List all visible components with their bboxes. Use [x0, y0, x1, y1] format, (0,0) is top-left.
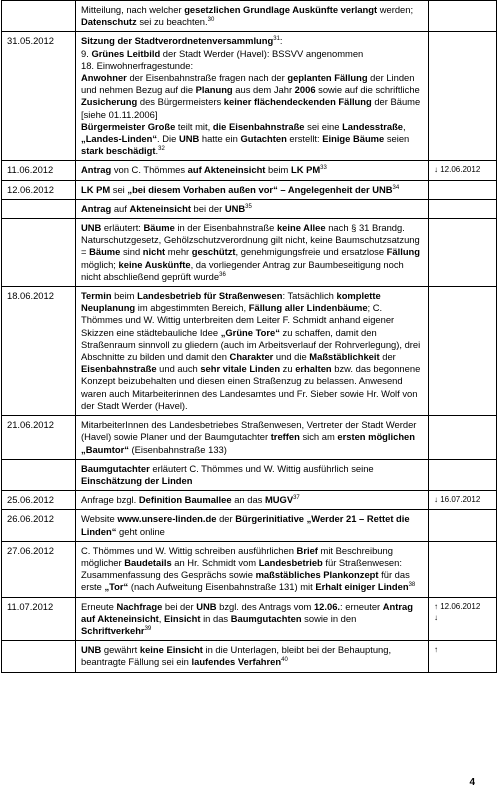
- bold-text: keine Allee: [276, 222, 326, 234]
- bold-text: Sitzung der Stadtverordnetenversammlung: [81, 35, 274, 47]
- reference-cell: [429, 1, 497, 32]
- reference-cell: [429, 199, 497, 218]
- reference-cell: ↓ 16.07.2012: [429, 491, 497, 510]
- footnote-ref: 34: [392, 184, 400, 191]
- chronology-table-body: [2, 1, 497, 673]
- text-run: (nach Aufweitung Eisenbahnstraße 131) mit: [128, 581, 316, 593]
- bold-text: die Eisenbahnstraße: [212, 120, 305, 132]
- bold-text: Gutachten: [240, 133, 287, 145]
- bold-text: Antrag: [81, 202, 112, 214]
- reference-cell: ↑ 12.06.2012 ↓: [429, 597, 497, 641]
- reference-cell: ↓ 12.06.2012: [429, 161, 497, 180]
- reference-cell: [429, 32, 497, 161]
- bold-text: Termin: [81, 290, 112, 302]
- text-run: MitarbeiterInnen des Landesbetriebes Straßenwesen, Vertreter der Stadt Werder (Havel) sowie Planer und der Baumgutachter: [81, 419, 417, 443]
- text-run: in das: [200, 612, 231, 624]
- bold-text: keine Auskünfte: [118, 258, 191, 270]
- text-run: der Bäume [siehe 01.11.2006]: [81, 96, 421, 120]
- text-run: : Tatsächlich: [282, 290, 337, 302]
- bold-text: treffen: [270, 431, 300, 443]
- text-run: nach § 31 Brandg. Naturschutzgesetz, Gehölzschutzverordnung gilt nicht, keine Baumschutzsatzung =: [81, 222, 420, 258]
- bold-text: maßstäbliches Plankonzept: [255, 569, 379, 581]
- text-run: aus dem Jahr: [232, 84, 295, 96]
- bold-text: Definition Baumallee: [138, 494, 232, 506]
- bold-text: geschützt: [191, 246, 236, 258]
- bold-text: www.unsere-linden.de: [117, 513, 217, 525]
- text-run: sei zu beachten.: [136, 16, 208, 28]
- reference-cell: [429, 510, 497, 541]
- bold-text: Baumgutachten: [230, 612, 302, 624]
- text-run: ; C. Thömmes und W. Wittig unterbreiten dem Leiter F. Schmidt anhand eigener Skizzen eine städtebauliche Idee: [81, 302, 395, 338]
- bold-text: 2006: [294, 84, 316, 96]
- text-run: Mitteilung, nach welcher: [81, 4, 185, 15]
- table-row: [2, 541, 497, 597]
- text-run: geht online: [116, 525, 165, 537]
- bold-text: Bäume: [143, 222, 175, 234]
- table-row: [2, 161, 497, 180]
- text-run: sowie in den: [301, 612, 357, 624]
- entry-cell: [76, 491, 429, 510]
- date-cell: 25.06.2012: [2, 491, 76, 510]
- text-run: des Bürgermeisters: [137, 96, 224, 108]
- bold-text: ersten möglichen „Baumtor“: [81, 431, 415, 455]
- text-run: der: [379, 351, 396, 363]
- bold-text: laufendes Verfahren: [191, 656, 282, 668]
- text-run: bei der: [190, 202, 225, 214]
- table-row: [2, 32, 497, 161]
- date-cell: 18.06.2012: [2, 287, 76, 416]
- text-run: C. Thömmes und W. Wittig schreiben ausführlichen: [81, 544, 297, 556]
- text-run: Anfrage bzgl.: [81, 494, 139, 506]
- text-run: seien: [384, 133, 410, 145]
- text-run: für Straßenwesen: Zusammenfassung des Gesprächs sowie: [81, 556, 402, 581]
- text-run: sich am: [299, 431, 338, 443]
- date-cell: 27.06.2012: [2, 541, 76, 597]
- entry-cell: [76, 459, 429, 490]
- table-row: [2, 459, 497, 490]
- bold-text: Einschätzung der Linden: [81, 474, 193, 486]
- text-run: zu: [280, 363, 296, 375]
- bold-text: Bürgermeister Große: [81, 120, 176, 132]
- bold-text: Bürgerinitiative „Werder 21 – Rettet die Linden“: [81, 513, 410, 537]
- bold-text: „Grüne Tore“: [220, 326, 280, 338]
- table-row: [2, 597, 497, 641]
- entry-cell: [76, 199, 429, 218]
- footnote-ref: 32: [158, 146, 165, 153]
- text-run: und die: [273, 351, 310, 363]
- entry-cell: [76, 32, 429, 161]
- text-run: .: [155, 145, 159, 157]
- date-cell: [2, 1, 76, 32]
- bold-text: UNB: [81, 644, 102, 656]
- page-number: 4: [469, 777, 475, 788]
- table-row: [2, 491, 497, 510]
- date-cell: [2, 459, 76, 490]
- entry-cell: [76, 219, 429, 287]
- bold-text: Fällung: [386, 246, 421, 258]
- entry-cell: [76, 161, 429, 180]
- bold-text: Brief: [296, 544, 318, 556]
- reference-cell: ↑: [429, 641, 497, 672]
- date-cell: 11.07.2012: [2, 597, 76, 641]
- reference-cell: [429, 416, 497, 460]
- text-run: und auch: [156, 363, 201, 375]
- text-run: möglich;: [81, 258, 119, 270]
- bold-text: Erhalt einiger Linden: [315, 581, 409, 593]
- reference-cell: [429, 541, 497, 597]
- bold-text: „Landes-Linden“: [81, 133, 158, 145]
- bold-text: Landesbetrieb für Straßenwesen: [137, 290, 283, 302]
- footnote-ref: 40: [281, 657, 288, 664]
- bold-text: nicht: [142, 246, 166, 258]
- footnote-ref: 30: [207, 17, 215, 24]
- table-row: [2, 1, 497, 32]
- text-run: an Hr. Schmidt vom: [171, 556, 259, 568]
- text-run: sowie auf die schriftliche: [315, 84, 420, 96]
- date-cell: [2, 219, 76, 287]
- bold-text: 12.06.: [313, 600, 341, 612]
- footnote-ref: 37: [293, 494, 300, 501]
- text-run: , genehmigungsfreie und ersatzlose: [235, 246, 387, 258]
- bold-text: „Tor“: [104, 581, 129, 593]
- text-run: auf: [111, 202, 130, 214]
- text-run: im abgestimmten Bereich,: [135, 302, 249, 314]
- date-cell: 12.06.2012: [2, 180, 76, 199]
- text-run: bzw. das begonnene Konzept beizubehalten und diesen einen Straßenzug zu belassen. Anwesend waren auch Mitarbeiterinnen des Landesamtes und Fr. Sieber sowie Hr. Wolf von der Stadt Werder (Havel).: [81, 363, 421, 411]
- entry-cell: [76, 541, 429, 597]
- bold-text: „bei diesem Vorhaben außen vor“ – Angelegenheit der UNB: [127, 183, 393, 195]
- bold-text: UNB: [196, 600, 217, 612]
- footnote-ref: 38: [408, 582, 416, 589]
- table-row: [2, 287, 497, 416]
- date-cell: [2, 641, 76, 672]
- date-cell: 26.06.2012: [2, 510, 76, 541]
- footnote-ref: 36: [219, 271, 226, 278]
- bold-text: Schriftverkehr: [81, 624, 145, 636]
- text-run: sei: [110, 183, 128, 195]
- table-row: [2, 416, 497, 460]
- text-run: Erneute: [81, 600, 117, 612]
- entry-cell: [76, 180, 429, 199]
- footnote-ref: 39: [144, 625, 152, 632]
- text-run: beim: [265, 164, 291, 176]
- text-run: 18. Einwohnerfragestunde:: [81, 59, 194, 71]
- text-run: : erneuter: [340, 600, 383, 612]
- entry-cell: [76, 416, 429, 460]
- text-run: sind: [120, 246, 143, 258]
- text-run: (Eisenbahnstraße 133): [128, 443, 227, 455]
- bold-text: Fällung aller Lindenbäume: [248, 302, 368, 314]
- bold-text: Zusicherung: [81, 96, 138, 108]
- bold-text: komplette Neuplanung: [81, 290, 381, 314]
- text-run: der Stadt Werder (Havel): BSSVV angenommen: [160, 47, 364, 59]
- bold-text: auf Akteneinsicht: [187, 164, 266, 176]
- bold-text: Landesstraße: [342, 120, 404, 132]
- text-run: erstellt:: [286, 133, 323, 145]
- bold-text: Antrag auf Akteneinsicht: [81, 600, 413, 624]
- bold-text: sehr vitale Linden: [200, 363, 281, 375]
- bold-text: keiner flächendeckenden Fällung: [223, 96, 372, 108]
- entry-cell: [76, 597, 429, 641]
- text-run: erläutert:: [101, 222, 144, 234]
- bold-text: LK PM: [81, 183, 111, 195]
- bold-text: Nachfrage: [116, 600, 163, 612]
- text-run: ,: [403, 120, 406, 132]
- text-run: in der Eisenbahnstraße: [174, 222, 277, 234]
- bold-text: UNB: [178, 133, 200, 145]
- reference-cell: [429, 459, 497, 490]
- footnote-ref: 31: [273, 36, 280, 43]
- text-run: bzgl. des Antrags vom: [216, 600, 314, 612]
- bold-text: stark beschädigt: [81, 145, 156, 157]
- date-cell: 31.05.2012: [2, 32, 76, 161]
- text-run: der Eisenbahnstraße fragen nach der: [126, 72, 288, 84]
- bold-text: erhalten: [295, 363, 332, 375]
- bold-text: Grünes Leitbild: [91, 47, 161, 59]
- table-row: [2, 180, 497, 199]
- bold-text: Eisenbahnstraße: [81, 363, 157, 375]
- date-cell: [2, 199, 76, 218]
- entry-cell: [76, 510, 429, 541]
- bold-text: keine Einsicht: [139, 644, 203, 656]
- bold-text: Maßstäblichkeit: [309, 351, 380, 363]
- bold-text: Planung: [195, 84, 233, 96]
- bold-text: Baudetails: [124, 556, 172, 568]
- bold-text: Anwohner: [81, 72, 127, 84]
- entry-cell: [76, 287, 429, 416]
- table-row: [2, 199, 497, 218]
- text-run: werden;: [377, 4, 414, 15]
- bold-text: Antrag: [81, 164, 112, 176]
- bold-text: Landesbetrieb: [258, 556, 323, 568]
- entry-cell: [76, 641, 429, 672]
- text-run: sei eine: [304, 120, 343, 132]
- text-run: erläutert C. Thömmes und W. Wittig ausführlich seine: [149, 462, 374, 474]
- bold-text: UNB: [81, 222, 102, 234]
- text-run: :: [279, 35, 283, 47]
- text-run: mit Beschreibung möglicher: [81, 544, 393, 568]
- footnote-ref: 33: [320, 165, 327, 172]
- bold-text: Datenschutz: [81, 16, 137, 28]
- text-run: beim: [111, 290, 138, 302]
- date-cell: 11.06.2012: [2, 161, 76, 180]
- text-run: in die Unterlagen, bleibt bei der Behauptung, beantragte Fällung sei ein: [81, 644, 392, 668]
- text-run: zu schaffen, damit den Straßenraum sinnvoll zu gliedern (auch im Arbeitsverlauf der Rohrverlegung), drei Abschnitte zu bilden und damit den: [81, 326, 421, 363]
- table-row: [2, 219, 497, 287]
- bold-text: MUGV: [264, 494, 294, 506]
- text-run: ,: [158, 612, 165, 624]
- text-run: mehr: [165, 246, 192, 258]
- text-run: hatte ein: [199, 133, 241, 145]
- text-run: für das erste: [81, 569, 410, 593]
- entry-cell: [76, 1, 429, 32]
- reference-cell: [429, 180, 497, 199]
- bold-text: geplanten Fällung: [287, 72, 368, 84]
- bold-text: gesetzlichen Grundlage Auskünfte verlangt: [184, 4, 378, 15]
- text-run: Website: [81, 513, 118, 525]
- bold-text: Einige Bäume: [322, 133, 385, 145]
- text-run: bei der: [162, 600, 197, 612]
- text-run: gewährt: [101, 644, 140, 656]
- bold-text: Bäume: [89, 246, 121, 258]
- text-run: an das: [231, 494, 265, 506]
- reference-cell: [429, 219, 497, 287]
- text-run: . Die: [157, 133, 179, 145]
- reference-cell: [429, 287, 497, 416]
- text-run: , da vorliegender Antrag zur Baumbeseitigung noch nicht abschließend geprüft wurde: [81, 258, 404, 282]
- text-run: der Linden und nehmen Bezug auf die: [81, 72, 415, 96]
- bold-text: Einsicht: [164, 612, 201, 624]
- bold-text: Akteneinsicht: [129, 202, 191, 214]
- chronology-table: [1, 0, 497, 673]
- bold-text: Charakter: [229, 351, 274, 363]
- text-run: der: [216, 513, 236, 525]
- footnote-ref: 35: [245, 203, 252, 210]
- table-row: [2, 510, 497, 541]
- table-row: [2, 641, 497, 672]
- date-cell: 21.06.2012: [2, 416, 76, 460]
- text-run: teilt mit,: [175, 120, 213, 132]
- bold-text: UNB: [224, 202, 246, 214]
- text-run: von C. Thömmes: [111, 164, 188, 176]
- bold-text: Baumgutachter: [81, 462, 150, 474]
- bold-text: LK PM: [290, 164, 321, 176]
- text-run: 9.: [81, 47, 92, 59]
